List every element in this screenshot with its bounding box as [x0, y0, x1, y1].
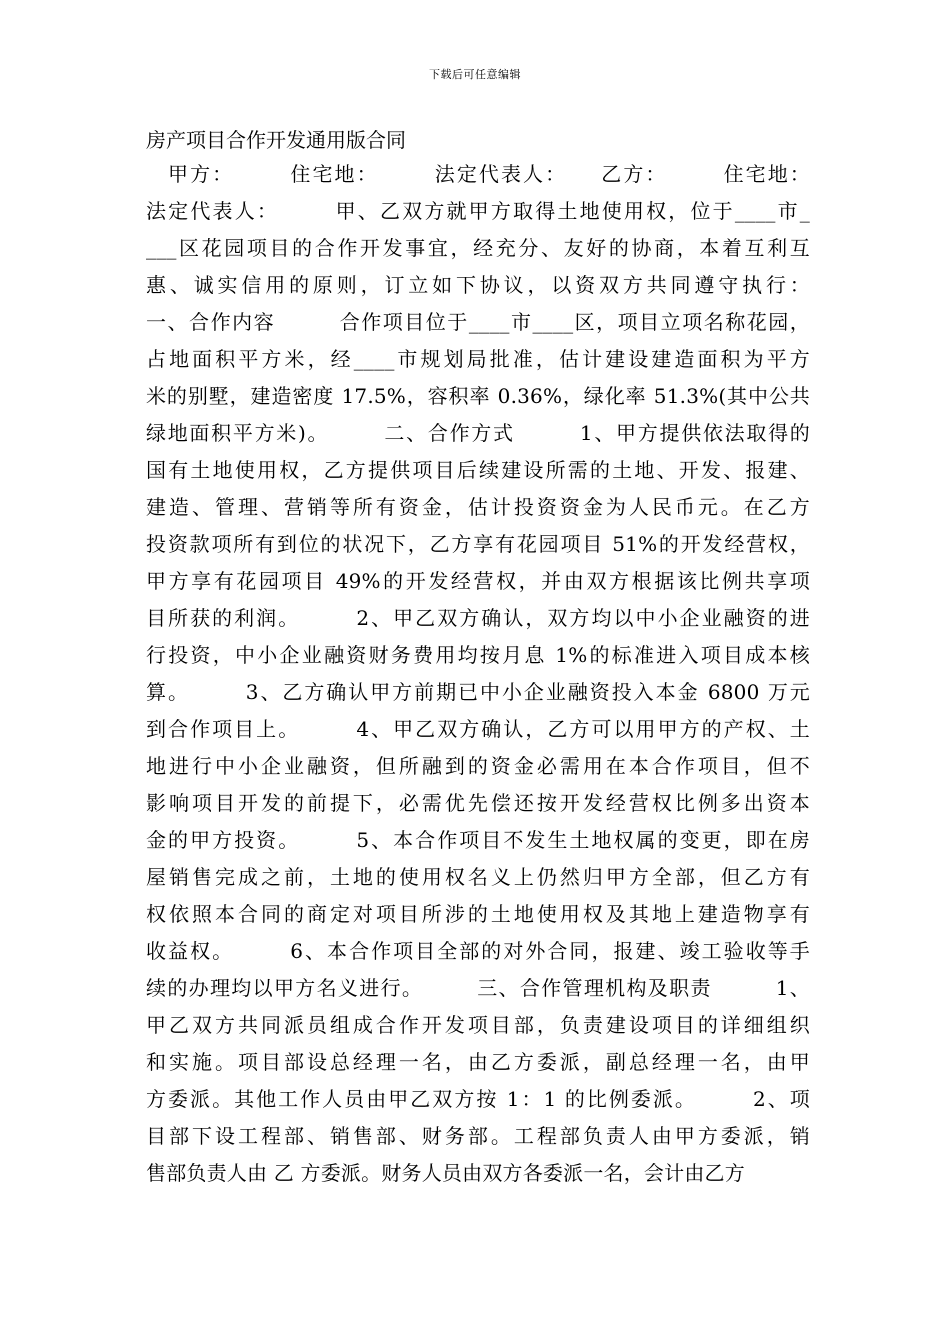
body-line: 和实施。项目部设总经理一名，由乙方委派，副总经理一名，由甲	[146, 1050, 810, 1074]
body-line: 国有土地使用权，乙方提供项目后续建设所需的土地、开发、报建、	[146, 458, 810, 482]
body-line: 方委派。其他工作人员由甲乙双方按 1：1 的比例委派。 2、项	[146, 1087, 810, 1111]
body-line: 投资款项所有到位的状况下，乙方享有花园项目 51%的开发经营权，	[146, 532, 810, 556]
body-line: 屋销售完成之前，土地的使用权名义上仍然归甲方全部，但乙方有	[146, 865, 810, 889]
body-line: 目所获的利润。 2、甲乙双方确认，双方均以中小企业融资的进	[146, 606, 810, 630]
body-line: 米的别墅，建造密度 17.5%，容积率 0.36%，绿化率 51.3%(其中公共	[146, 384, 810, 408]
body-line: 收益权。 6、本合作项目全部的对外合同，报建、竣工验收等手	[146, 939, 810, 963]
body-line: 算。 3、乙方确认甲方前期已中小企业融资投入本金 6800 万元	[146, 680, 810, 704]
body-line: 目部下设工程部、销售部、财务部。工程部负责人由甲方委派，销	[146, 1124, 810, 1148]
body-line: 惠、诚实信用的原则，订立如下协议，以资双方共同遵守执行：	[146, 273, 810, 297]
body-line: 绿地面积平方米)。 二、合作方式 1、甲方提供依法取得的	[146, 421, 810, 445]
body-line: 续的办理均以甲方名义进行。 三、合作管理机构及职责 1、	[146, 976, 810, 1000]
body-line: 建造、管理、营销等所有资金，估计投资资金为人民币元。在乙方	[146, 495, 810, 519]
body-line: 一、合作内容 合作项目位于____市____区，项目立项名称花园，	[146, 310, 810, 334]
body-line: 地进行中小企业融资，但所融到的资金必需用在本合作项目，但不	[146, 754, 810, 778]
body-line: 甲方享有花园项目 49%的开发经营权，并由双方根据该比例共享项	[146, 569, 810, 593]
body-line: 甲方： 住宅地： 法定代表人： 乙方： 住宅地：	[146, 162, 810, 186]
page-header: 下载后可任意编辑	[429, 68, 521, 81]
body-line: 占地面积平方米，经____市规划局批准，估计建设建造面积为平方	[146, 347, 810, 371]
document-body	[146, 156, 810, 1192]
body-line: 到合作项目上。 4、甲乙双方确认，乙方可以用甲方的产权、土	[146, 717, 810, 741]
body-line: 权依照本合同的商定对项目所涉的土地使用权及其地上建造物享有	[146, 902, 810, 926]
body-line: 影响项目开发的前提下，必需优先偿还按开发经营权比例多出资本	[146, 791, 810, 815]
body-line: 售部负责人由 乙 方委派。财务人员由双方各委派一名，会计由乙方	[146, 1161, 745, 1185]
body-line: 甲乙双方共同派员组成合作开发项目部，负责建设项目的详细组织	[146, 1013, 810, 1037]
body-line: ___区花园项目的合作开发事宜，经充分、友好的协商，本着互利互	[146, 236, 810, 260]
body-line: 行投资，中小企业融资财务费用均按月息 1%的标准进入项目成本核	[146, 643, 810, 667]
body-line: 金的甲方投资。 5、本合作项目不发生土地权属的变更，即在房	[146, 828, 810, 852]
document-title: 房产项目合作开发通用版合同	[146, 128, 406, 152]
body-line: 法定代表人： 甲、乙双方就甲方取得土地使用权，位于____市_	[146, 199, 810, 223]
